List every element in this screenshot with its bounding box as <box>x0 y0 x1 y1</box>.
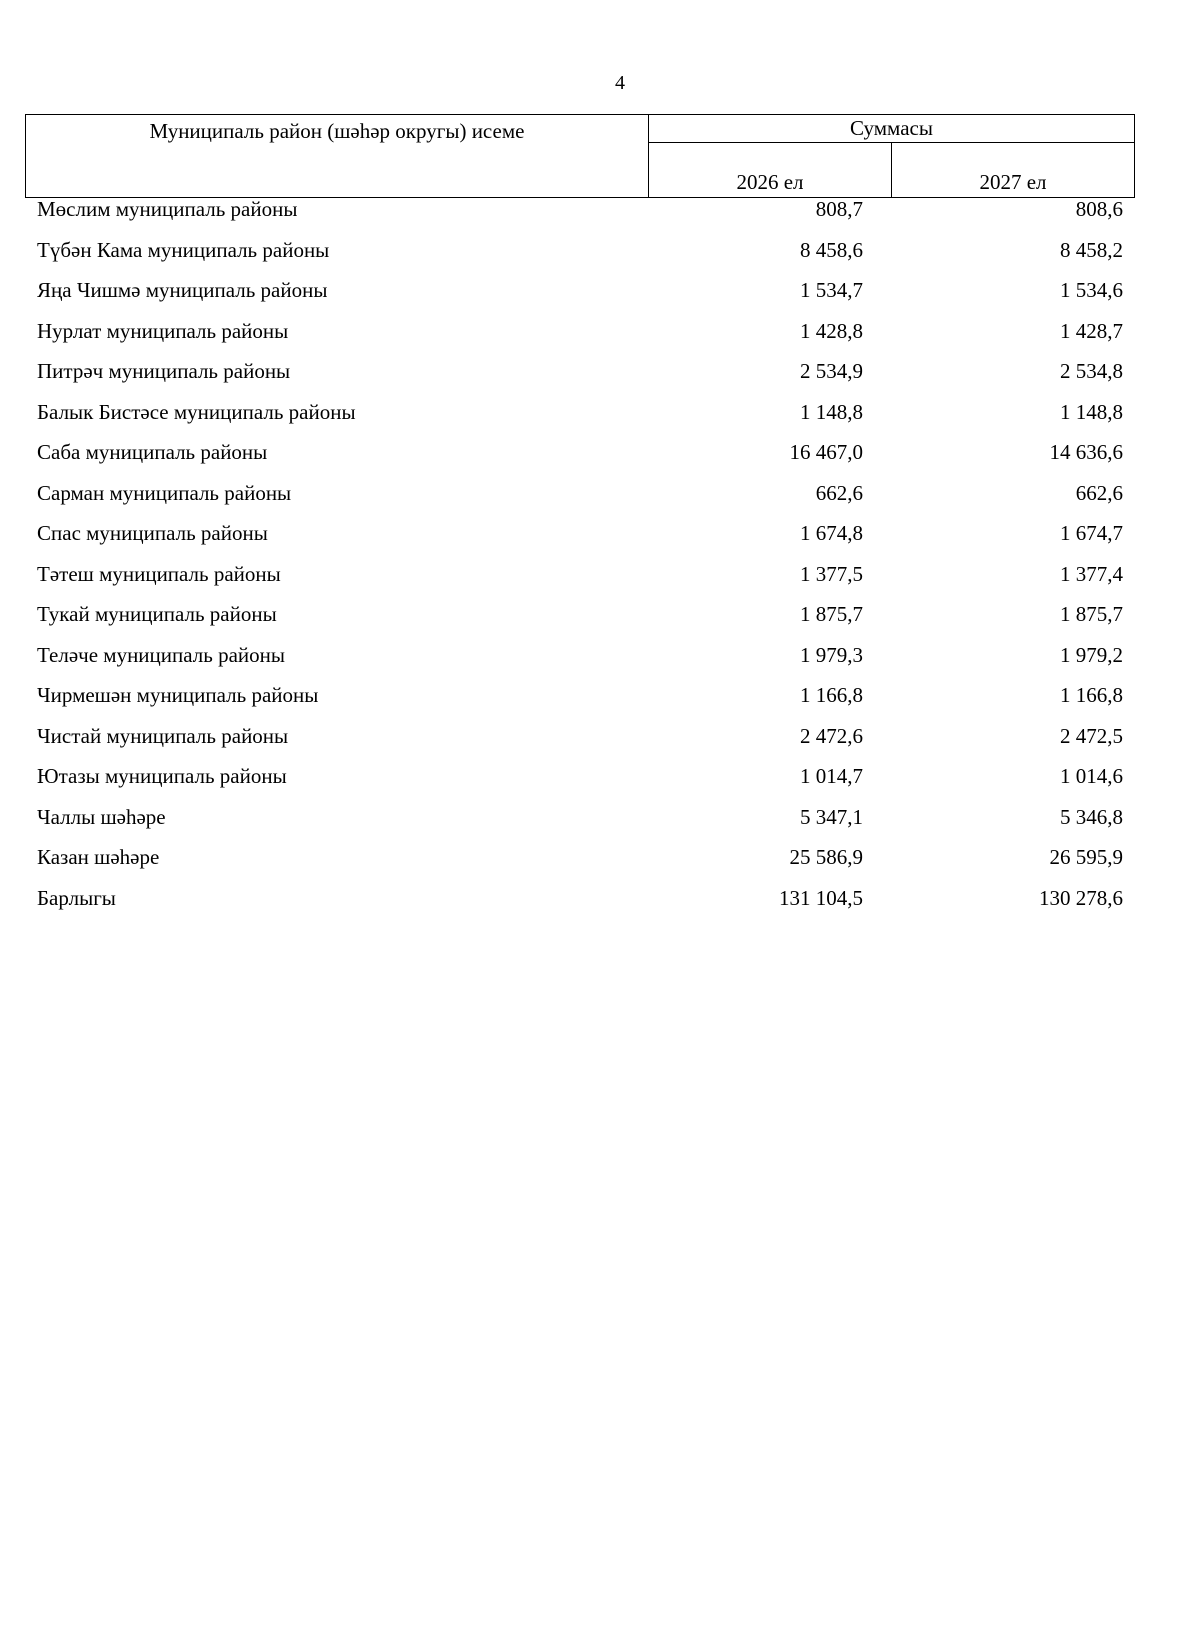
table-header <box>25 114 1135 198</box>
table-row <box>25 601 1135 642</box>
row-value-2026: 1 875,7 <box>800 602 863 626</box>
row-value-2026: 808,7 <box>815 197 863 221</box>
table-body <box>25 196 1135 925</box>
row-name: Ютазы муниципаль районы <box>37 764 287 788</box>
row-name: Яңа Чишмә муниципаль районы <box>37 278 328 302</box>
row-value-2026: 25 586,9 <box>789 845 863 869</box>
row-name: Теләче муниципаль районы <box>37 642 285 667</box>
row-name: Казан шәһәре <box>37 845 160 869</box>
table-row <box>25 682 1135 723</box>
row-name: Тукай муниципаль районы <box>37 602 277 626</box>
row-value-2027: 808,6 <box>1075 197 1123 221</box>
row-value-2026: 131 104,5 <box>779 885 863 910</box>
row-value-2026: 1 674,8 <box>800 521 863 545</box>
row-value-2027: 1 377,4 <box>1060 561 1123 586</box>
table-row <box>25 358 1135 399</box>
row-value-2026: 1 428,8 <box>800 318 863 343</box>
row-value-2026: 1 377,5 <box>800 561 863 586</box>
table-row <box>25 804 1135 845</box>
row-value-2026: 8 458,6 <box>800 237 863 262</box>
column-header-sums: Суммасы <box>649 115 1135 143</box>
table-row <box>25 439 1135 480</box>
row-value-2026: 1 014,7 <box>800 764 863 788</box>
table-row <box>25 561 1135 602</box>
table-row <box>25 844 1135 885</box>
row-value-2027: 1 148,8 <box>1060 399 1123 424</box>
row-value-2027: 26 595,9 <box>1049 845 1123 869</box>
row-name: Сарман муниципаль районы <box>37 480 292 505</box>
table-row <box>25 399 1135 440</box>
table-row <box>25 318 1135 359</box>
table-row <box>25 885 1135 926</box>
row-value-2027: 2 534,8 <box>1060 359 1123 383</box>
row-value-2026: 5 347,1 <box>800 804 863 829</box>
table-row <box>25 763 1135 804</box>
row-name: Питрәч муниципаль районы <box>37 359 291 383</box>
row-value-2027: 1 166,8 <box>1060 683 1123 707</box>
row-value-2026: 16 467,0 <box>789 440 863 464</box>
row-value-2027: 130 278,6 <box>1039 885 1123 910</box>
row-name: Барлыгы <box>37 885 116 910</box>
row-value-2027: 1 428,7 <box>1060 318 1123 343</box>
table-row <box>25 237 1135 278</box>
table-row <box>25 723 1135 764</box>
table-row <box>25 196 1135 237</box>
row-value-2027: 1 674,7 <box>1060 521 1123 545</box>
row-name: Балык Бистәсе муниципаль районы <box>37 399 356 424</box>
row-name: Нурлат муниципаль районы <box>37 318 289 343</box>
row-value-2027: 662,6 <box>1075 480 1123 505</box>
row-value-2027: 1 979,2 <box>1060 642 1123 667</box>
row-value-2027: 5 346,8 <box>1060 804 1123 829</box>
column-header-2027: 2027 ел <box>892 143 1135 198</box>
row-value-2027: 14 636,6 <box>1049 440 1123 464</box>
row-name: Түбән Кама муниципаль районы <box>37 237 330 262</box>
row-name: Саба муниципаль районы <box>37 440 268 464</box>
row-name: Мөслим муниципаль районы <box>37 197 298 221</box>
table-row <box>25 480 1135 521</box>
column-header-2026: 2026 ел <box>649 143 892 198</box>
table-row <box>25 642 1135 683</box>
row-value-2027: 1 875,7 <box>1060 602 1123 626</box>
row-value-2026: 1 148,8 <box>800 399 863 424</box>
table-row <box>25 520 1135 561</box>
row-value-2027: 1 014,6 <box>1060 764 1123 788</box>
row-value-2026: 662,6 <box>815 480 863 505</box>
row-value-2026: 1 979,3 <box>800 642 863 667</box>
column-header-name: Муниципаль район (шәһәр округы) исеме <box>26 115 649 198</box>
row-value-2026: 2 534,9 <box>800 359 863 383</box>
row-name: Чистай муниципаль районы <box>37 723 289 748</box>
row-value-2027: 8 458,2 <box>1060 237 1123 262</box>
row-name: Тәтеш муниципаль районы <box>37 561 281 586</box>
page-number: 4 <box>615 72 625 94</box>
row-value-2027: 2 472,5 <box>1060 723 1123 748</box>
row-name: Чирмешән муниципаль районы <box>37 683 319 707</box>
row-value-2026: 1 166,8 <box>800 683 863 707</box>
row-name: Спас муниципаль районы <box>37 521 268 545</box>
table-row <box>25 277 1135 318</box>
row-value-2026: 1 534,7 <box>800 278 863 302</box>
row-value-2027: 1 534,6 <box>1060 278 1123 302</box>
row-value-2026: 2 472,6 <box>800 723 863 748</box>
row-name: Чаллы шәһәре <box>37 804 166 829</box>
